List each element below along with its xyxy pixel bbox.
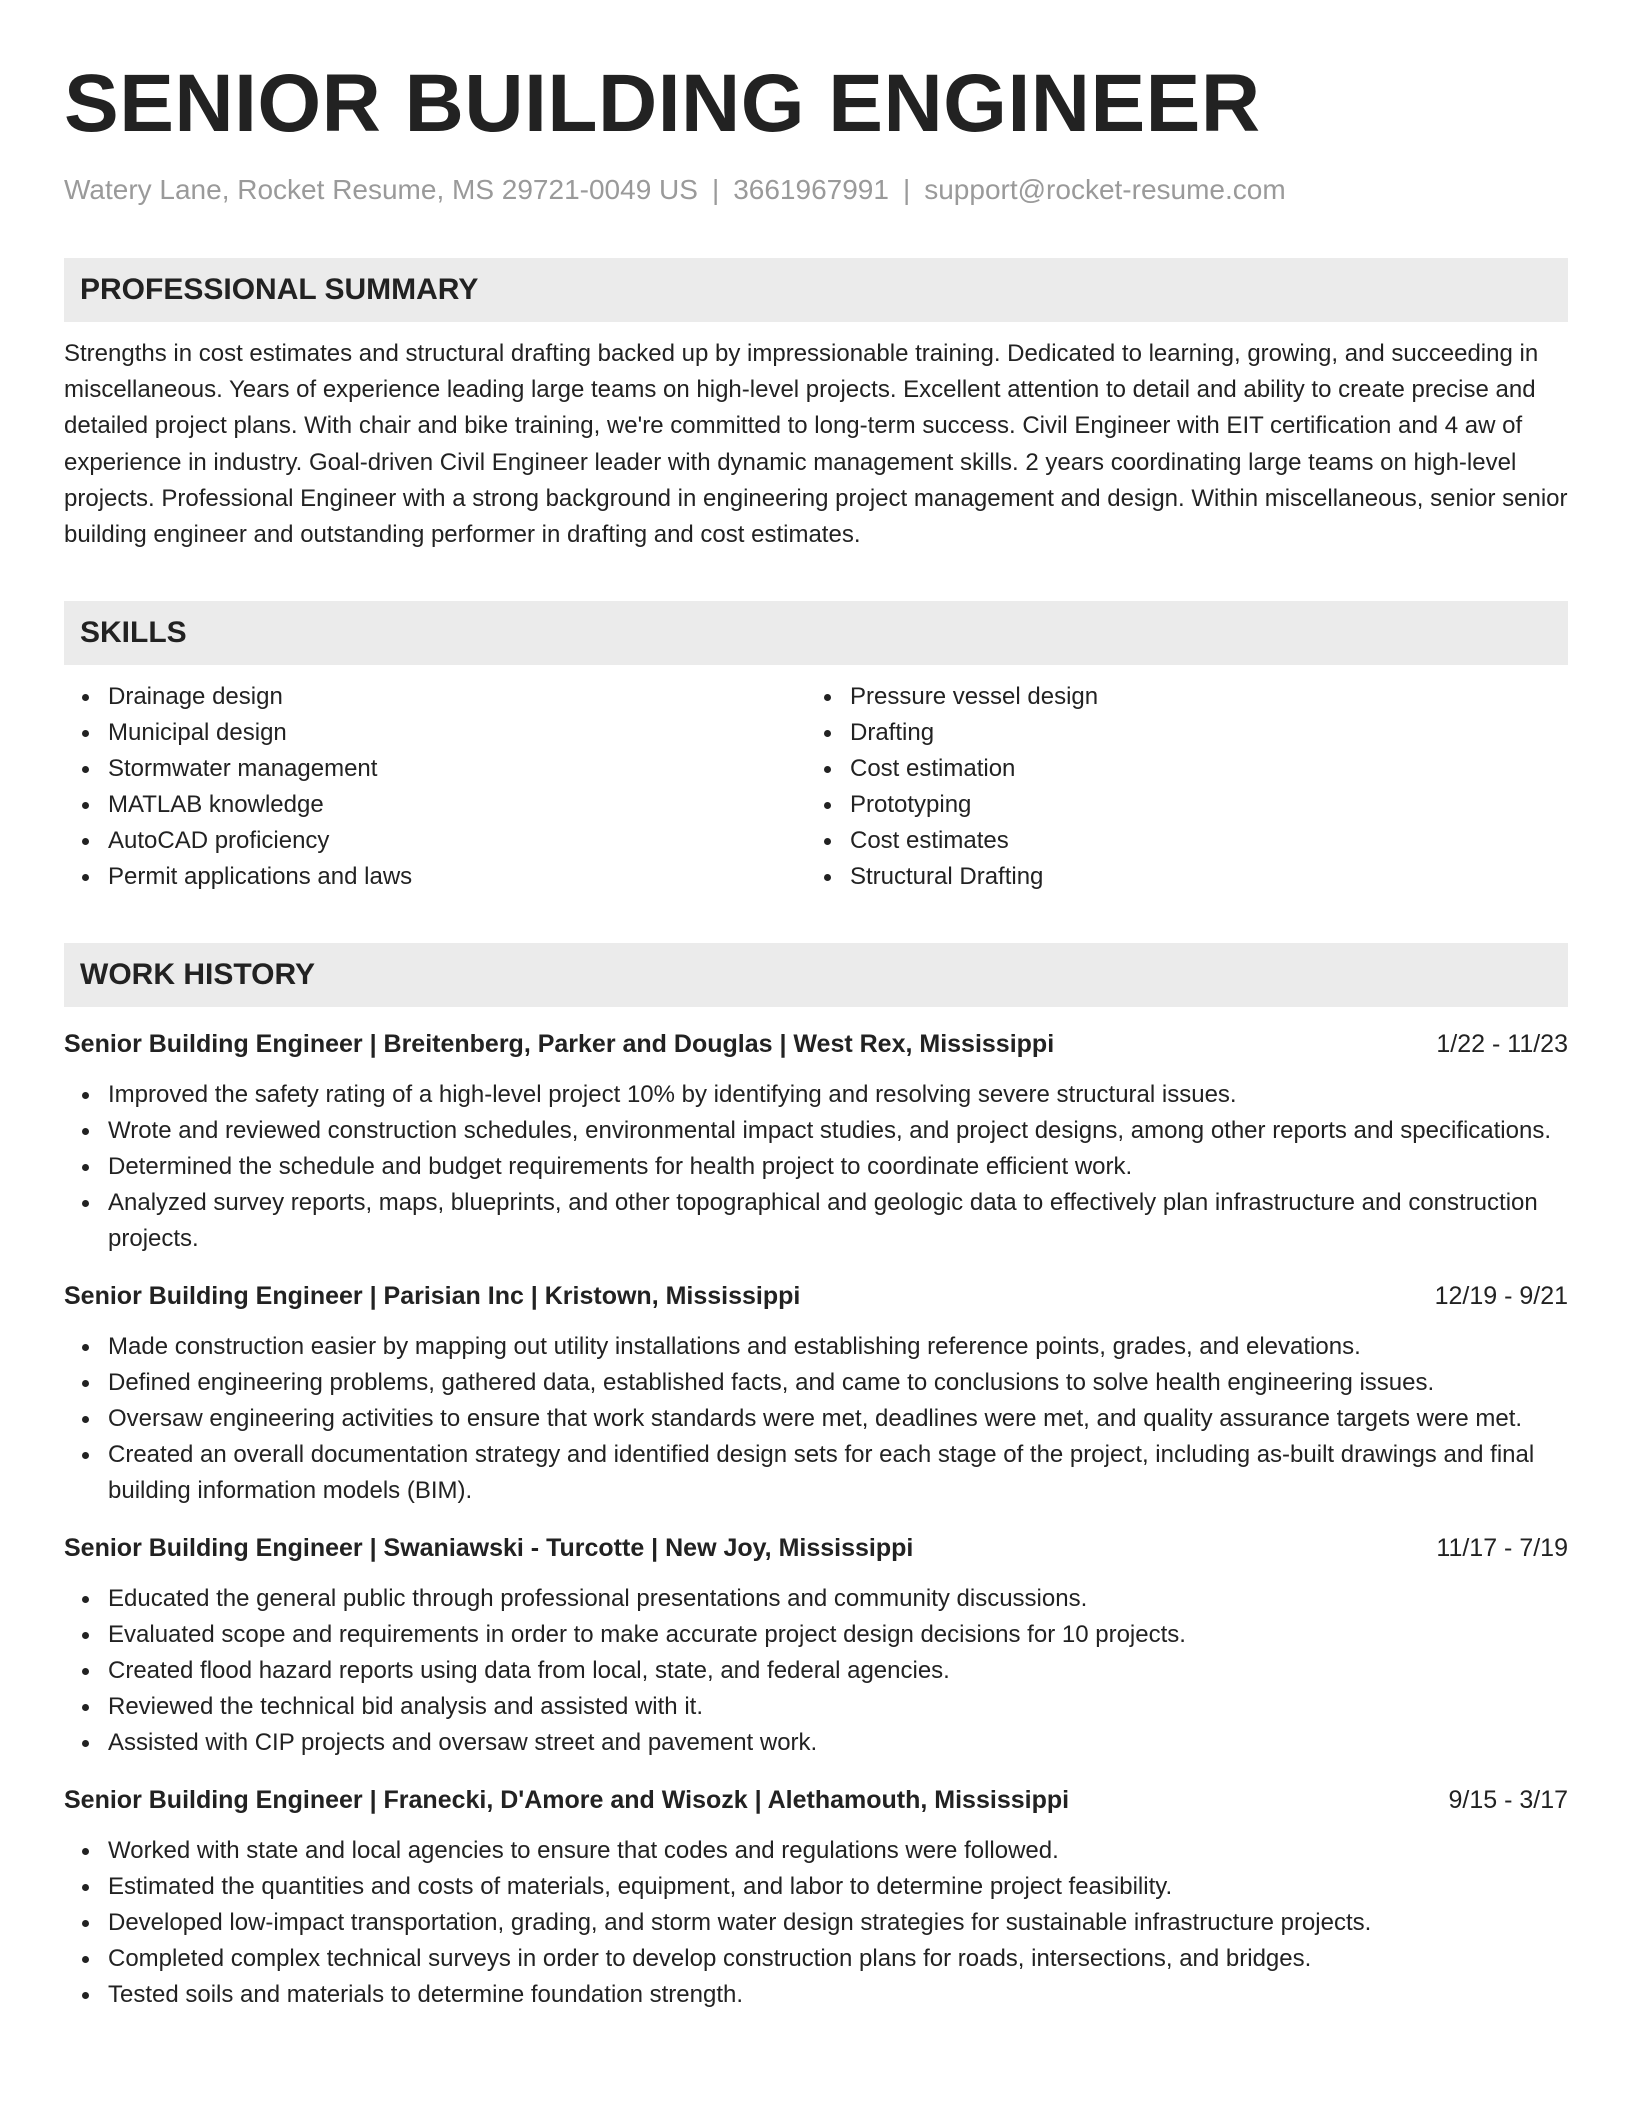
job-entry — [64, 1783, 1568, 2013]
skill-item: Cost estimates — [850, 823, 1548, 859]
job-title: Senior Building Engineer | Swaniawski - Turcotte | New Joy, Mississippi — [64, 1534, 914, 1563]
job-entry — [64, 1531, 1568, 1761]
skills-column-left — [64, 679, 806, 895]
job-bullet: Estimated the quantities and costs of materials, equipment, and labor to determine project feasibility. — [108, 1869, 1568, 1905]
skill-item: Prototyping — [850, 787, 1548, 823]
contact-separator: | — [902, 174, 911, 205]
section-heading-summary: PROFESSIONAL SUMMARY — [64, 258, 1568, 322]
job-bullet: Tested soils and materials to determine foundation strength. — [108, 1977, 1568, 2013]
skills-column-right — [806, 679, 1548, 895]
job-header — [64, 1531, 1568, 1565]
skill-item: Structural Drafting — [850, 859, 1548, 895]
job-bullet: Defined engineering problems, gathered data, established facts, and came to conclusions to solve health engineering issues. — [108, 1365, 1568, 1401]
resume-name: SENIOR BUILDING ENGINEER — [64, 58, 1261, 149]
job-bullet: Improved the safety rating of a high-level project 10% by identifying and resolving severe structural issues. — [108, 1077, 1568, 1113]
job-bullet: Worked with state and local agencies to ensure that codes and regulations were followed. — [108, 1833, 1568, 1869]
job-bullet: Wrote and reviewed construction schedules, environmental impact studies, and project designs, among other reports and specifications. — [108, 1113, 1568, 1149]
job-bullets — [64, 1077, 1568, 1257]
job-bullet: Assisted with CIP projects and oversaw street and pavement work. — [108, 1725, 1568, 1761]
skill-item: Pressure vessel design — [850, 679, 1548, 715]
job-dates: 1/22 - 11/23 — [1436, 1030, 1568, 1059]
skill-item: Drafting — [850, 715, 1548, 751]
skill-item: Stormwater management — [108, 751, 806, 787]
job-bullet: Made construction easier by mapping out utility installations and establishing reference points, grades, and elevations. — [108, 1329, 1568, 1365]
job-bullet: Created an overall documentation strategy and identified design sets for each stage of the project, including as-built drawings and final building information models (BIM). — [108, 1437, 1568, 1509]
contact-email: support@rocket-resume.com — [924, 174, 1286, 205]
job-dates: 11/17 - 7/19 — [1436, 1534, 1568, 1563]
job-dates: 12/19 - 9/21 — [1434, 1282, 1568, 1311]
job-bullets — [64, 1329, 1568, 1509]
section-heading-skills: SKILLS — [64, 601, 1568, 665]
skill-item: AutoCAD proficiency — [108, 823, 806, 859]
contact-address: Watery Lane, Rocket Resume, MS 29721-0049 US — [64, 174, 698, 205]
job-bullet: Oversaw engineering activities to ensure that work standards were met, deadlines were met, and quality assurance targets were met. — [108, 1401, 1568, 1437]
job-bullet: Completed complex technical surveys in order to develop construction plans for roads, intersections, and bridges. — [108, 1941, 1568, 1977]
job-bullet: Educated the general public through professional presentations and community discussions. — [108, 1581, 1568, 1617]
summary-text: Strengths in cost estimates and structural drafting backed up by impressionable training. Dedicated to learning, growing, and succeeding in miscellaneous. Years of experience leading large teams on high-level projects. Excellent attention to detail and ability to create precise and detailed project plans. With chair and bike training, we're committed to long-term success. Civil Engineer with EIT certification and 4 aw of experience in industry. Goal-driven Civil Engineer leader with dynamic management skills. 2 years coordinating large teams on high-level projects. Professional Engineer with a strong background in engineering project management and design. Within miscellaneous, senior senior building engineer and outstanding performer in drafting and cost estimates. — [64, 340, 1568, 549]
skill-item: Municipal design — [108, 715, 806, 751]
job-title: Senior Building Engineer | Breitenberg, Parker and Douglas | West Rex, Mississippi — [64, 1030, 1055, 1059]
job-title: Senior Building Engineer | Parisian Inc | Kristown, Mississippi — [64, 1282, 801, 1311]
job-bullet: Evaluated scope and requirements in order to make accurate project design decisions for 10 projects. — [108, 1617, 1568, 1653]
job-entry — [64, 1279, 1568, 1509]
section-heading-work-history: WORK HISTORY — [64, 943, 1568, 1007]
skill-item: Drainage design — [108, 679, 806, 715]
job-bullets — [64, 1581, 1568, 1761]
job-bullet: Reviewed the technical bid analysis and assisted with it. — [108, 1689, 1568, 1725]
job-dates: 9/15 - 3/17 — [1448, 1786, 1568, 1815]
contact-phone: 3661967991 — [733, 174, 889, 205]
job-entry — [64, 1027, 1568, 1257]
job-bullet: Developed low-impact transportation, grading, and storm water design strategies for sustainable infrastructure projects. — [108, 1905, 1568, 1941]
job-bullet: Analyzed survey reports, maps, blueprints, and other topographical and geologic data to effectively plan infrastructure and construction projects. — [108, 1185, 1568, 1257]
skill-item: Permit applications and laws — [108, 859, 806, 895]
job-header — [64, 1783, 1568, 1817]
job-title: Senior Building Engineer | Franecki, D'Amore and Wisozk | Alethamouth, Mississippi — [64, 1786, 1070, 1815]
job-bullet: Determined the schedule and budget requirements for health project to coordinate efficient work. — [108, 1149, 1568, 1185]
skill-item: MATLAB knowledge — [108, 787, 806, 823]
job-bullets — [64, 1833, 1568, 2013]
skills-list — [64, 679, 1568, 895]
contact-line — [64, 172, 1568, 208]
job-bullet: Created flood hazard reports using data from local, state, and federal agencies. — [108, 1653, 1568, 1689]
contact-separator: | — [711, 174, 720, 205]
skill-item: Cost estimation — [850, 751, 1548, 787]
job-header — [64, 1027, 1568, 1061]
job-header — [64, 1279, 1568, 1313]
